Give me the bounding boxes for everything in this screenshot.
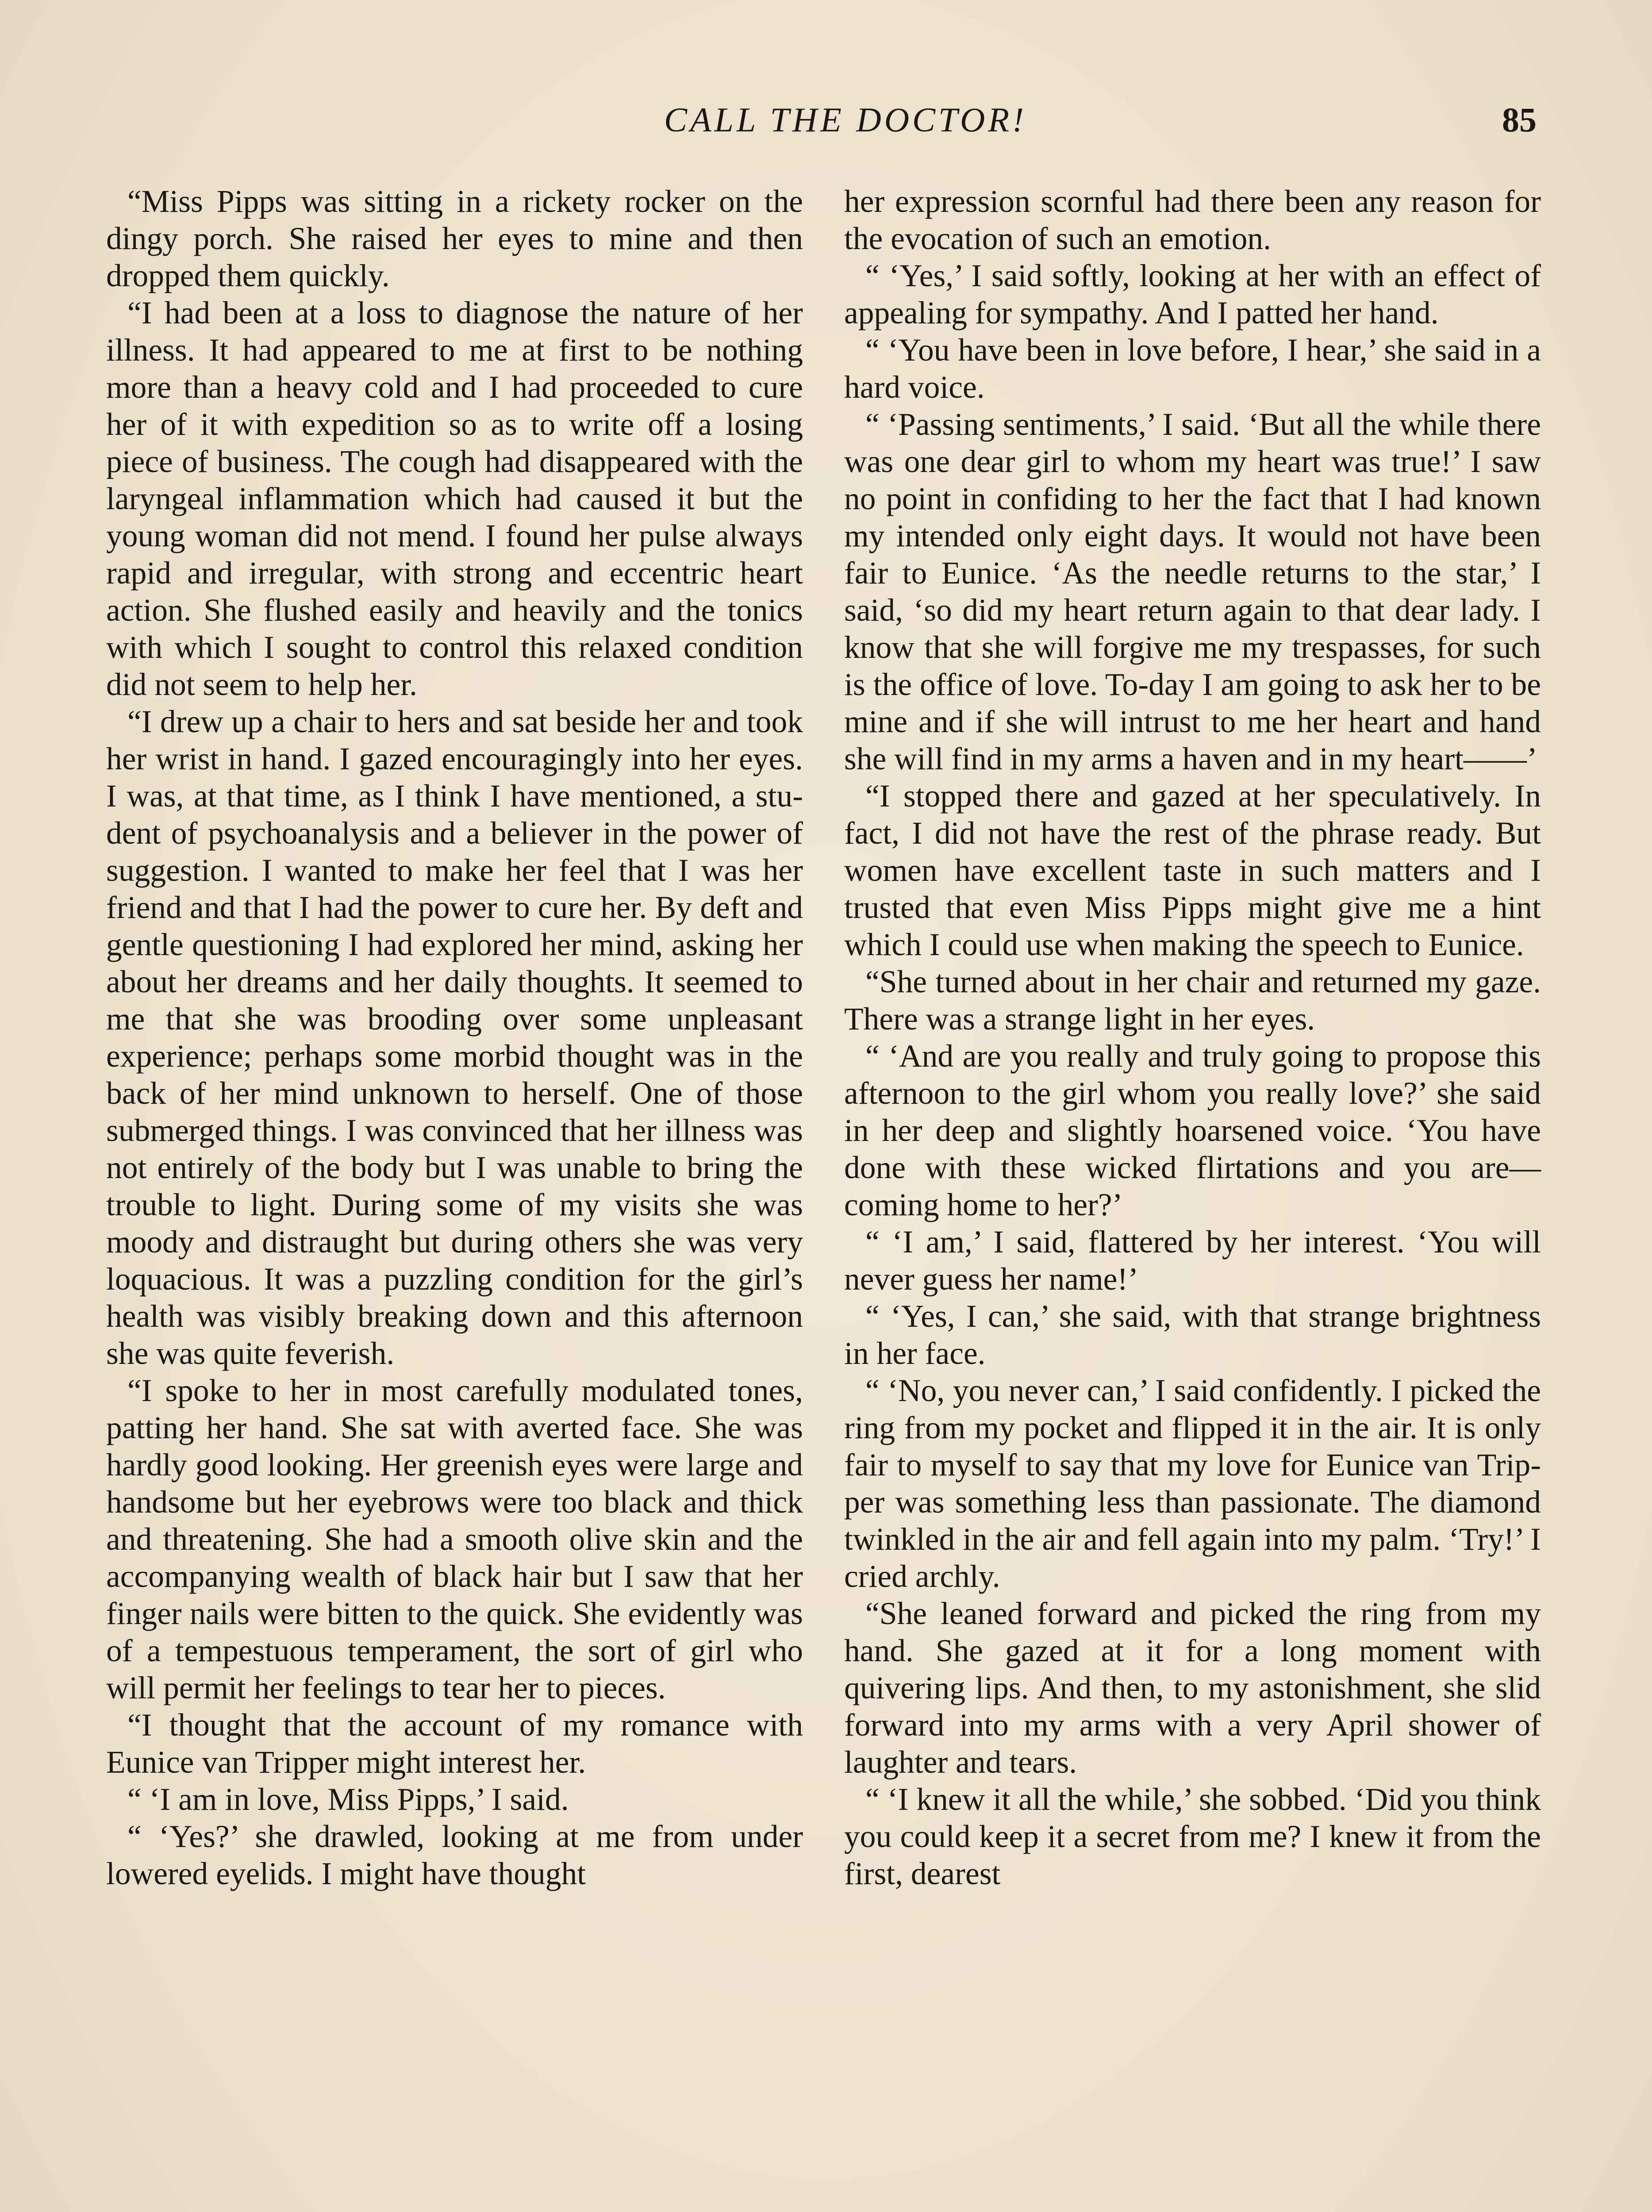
paragraph: “ ‘You have been in love before, I hear,’ she said in a hard voice. (844, 333, 1541, 405)
right-text-column (844, 183, 1541, 1893)
paragraph: “ ‘I knew it all the while,’ she sobbed. ‘Did you think you could keep it a secret from me? I knew it from the first, dearest (844, 1782, 1541, 1891)
paragraph-continued: her expression scornful had there been any reason for the evocation of such an emotion. (844, 184, 1541, 256)
paragraph: “ ‘Yes,’ I said softly, looking at her with an effect of appealing for sympathy. And I patted her hand. (844, 258, 1541, 330)
paragraph: “I had been at a loss to diagnose the nature of her illness. It had appeared to me at first to be nothing more than a heavy cold and I had proceeded to cure her of it with expedition so as to write off a losing piece of business. The cough had disappeared with the laryngeal inflammation which had caused it but the young woman did not mend. I found her pulse always rapid and irregular, with strong and eccentric heart action. She flushed easily and heavily and the tonics with which I sought to control this relaxed condition did not seem to help her. (106, 296, 803, 702)
paragraph: “ ‘I am,’ I said, flattered by her interest. ‘You will never guess her name!’ (844, 1225, 1541, 1297)
paragraph: “ ‘I am in love, Miss Pipps,’ I said. (127, 1782, 569, 1817)
paragraph: “ ‘Yes?’ she drawled, looking at me from under lowered eyelids. I might have thought (106, 1819, 803, 1891)
paragraph: “I thought that the account of my romance with Eunice van Tripper might interest her. (106, 1708, 803, 1780)
paragraph: “ ‘And are you really and truly going to propose this afternoon to the girl whom you really love?’ she said in her deep and slightly hoarsened voice. ‘You have done with these wicked flirtations and you are—coming home to her?’ (844, 1039, 1541, 1222)
paragraph: “She turned about in her chair and returned my gaze. There was a strange light in her eyes. (844, 964, 1541, 1037)
page-number: 85 (1502, 100, 1537, 139)
paragraph: “She leaned forward and picked the ring from my hand. She gazed at it for a long moment with quivering lips. And then, to my astonishment, she slid forward into my arms with a very April shower of laughter and tears. (844, 1596, 1541, 1780)
paragraph: “I stopped there and gazed at her speculatively. In fact, I did not have the rest of the phrase ready. But women have excellent taste in such matters and I trusted that even Miss Pipps might give me a hint which I could use when making the speech to Eunice. (844, 779, 1541, 962)
paragraph: “I spoke to her in most carefully modulated tones, patting her hand. She sat with averted face. She was hardly good looking. Her greenish eyes were large and handsome but her eyebrows were too black and thick and threatening. She had a smooth olive skin and the accompanying wealth of black hair but I saw that her finger nails were bitten to the quick. She evidently was of a tempestuous temperament, the sort of girl who will permit her feelings to tear her to pieces. (106, 1373, 803, 1705)
left-text-column (106, 183, 803, 1893)
paragraph: “ ‘Passing sentiments,’ I said. ‘But all the while there was one dear girl to whom my heart was true!’ I saw no point in confiding to her the fact that I had known my intended only eight days. It would not have been fair to Eunice. ‘As the needle returns to the star,’ I said, ‘so did my heart return again to that dear lady. I know that she will forgive me my trespasses, for such is the office of love. To-day I am going to ask her to be mine and if she will intrust to me her heart and hand she will find in my arms a haven and in my heart——’ (844, 407, 1541, 776)
running-title: CALL THE DOCTOR! (664, 100, 1027, 139)
paragraph: “Miss Pipps was sitting in a rickety rocker on the dingy porch. She raised her eyes to mine and then dropped them quickly. (106, 184, 803, 293)
paragraph: “ ‘No, you never can,’ I said confidently. I picked the ring from my pocket and flipped it in the air. It is only fair to myself to say that my love for Eunice van Tripper was something less than passionate. The diamond twinkled in the air and fell again into my palm. ‘Try!’ I cried archly. (844, 1373, 1541, 1594)
paragraph: “I drew up a chair to hers and sat beside her and took her wrist in hand. I gazed encouragingly into her eyes. I was, at that time, as I think I have mentioned, a student of psychoanalysis and a believer in the power of suggestion. I wanted to make her feel that I was her friend and that I had the power to cure her. By deft and gentle questioning I had explored her mind, asking her about her dreams and her daily thoughts. It seemed to me that she was brooding over some unpleasant experience; perhaps some morbid thought was in the back of her mind unknown to herself. One of those submerged things. I was convinced that her illness was not entirely of the body but I was unable to bring the trouble to light. During some of my visits she was moody and distraught but during others she was very loquacious. It was a puzzling condition for the girl’s health was visibly breaking down and this afternoon she was quite feverish. (106, 704, 803, 1371)
paragraph: “ ‘Yes, I can,’ she said, with that strange brightness in her face. (844, 1299, 1541, 1371)
